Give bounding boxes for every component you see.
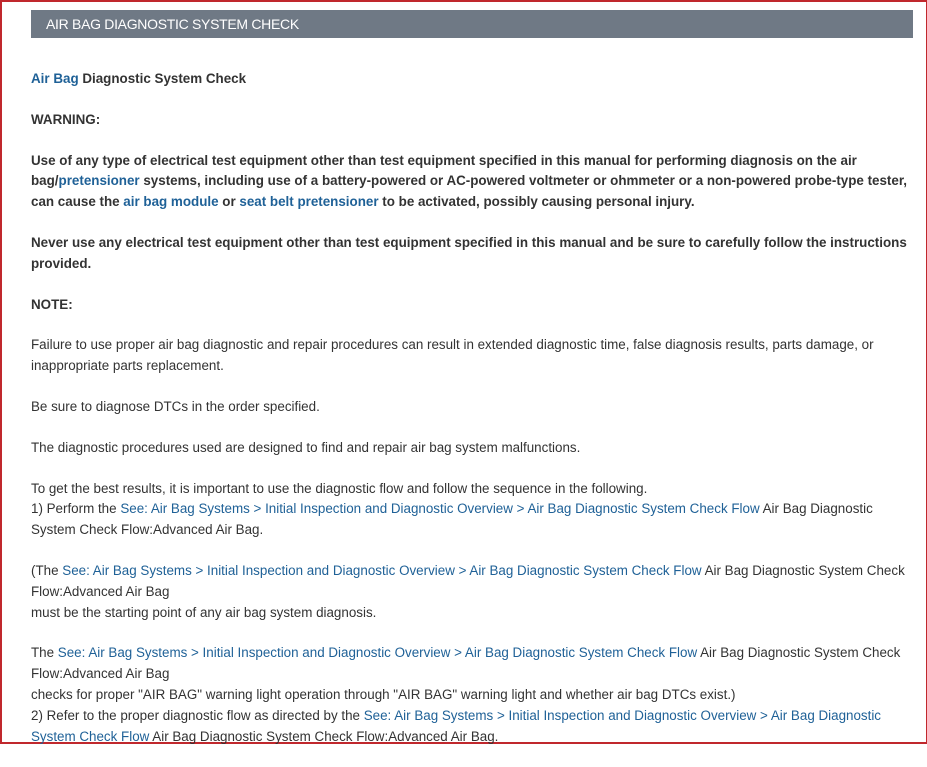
text: (The: [31, 562, 63, 578]
note-paragraph-1: Failure to use proper air bag diagnostic and repair procedures can result in extended diagnostic time, false diagnosis results, parts damage, or inappropriate parts replacement.: [31, 337, 874, 374]
text: Use of any type of electrical test equipment other than test equipment specified in this manual for performing diagnosis on the air bag/: [31, 152, 857, 189]
warning-paragraph-1: [31, 151, 911, 213]
text: to be activated, possibly causing personal injury.: [378, 194, 695, 210]
step-paragraph-1: [31, 479, 911, 541]
text: systems, including use of a battery-powered or AC-powered voltmeter or ohmmeter or a non-powered probe-type tester, can cause the: [31, 173, 908, 210]
text: 1) Perform the: [31, 501, 121, 517]
air-bag-module-link[interactable]: air bag module: [123, 194, 219, 210]
title-text: Diagnostic System Check: [78, 71, 247, 86]
text: The: [31, 645, 58, 661]
doc-title: [31, 69, 911, 90]
text: Air Bag Diagnostic System Check Flow:Advanced Air Bag: [31, 645, 901, 682]
note-paragraph-2: Be sure to diagnose DTCs in the order specified.: [31, 398, 320, 414]
step-paragraph-3: [31, 643, 911, 747]
text: 2) Refer to the proper diagnostic flow as directed by the: [31, 707, 364, 723]
text: checks for proper "AIR BAG" warning light operation through "AIR BAG" warning light and whether air bag DTCs exist.): [31, 686, 736, 702]
text: Air Bag Diagnostic System Check Flow:Advanced Air Bag.: [149, 728, 499, 744]
air-bag-link[interactable]: Air Bag: [31, 71, 79, 86]
text: or: [218, 194, 240, 210]
text: Air Bag Diagnostic System Check Flow:Advanced Air Bag: [31, 562, 905, 599]
text: Air Bag Diagnostic System Check Flow:Advanced Air Bag.: [31, 501, 873, 538]
section-header: AIR BAG DIAGNOSTIC SYSTEM CHECK: [31, 10, 913, 38]
text: To get the best results, it is important to use the diagnostic flow and follow the sequence in the following.: [31, 480, 648, 496]
document-body: [31, 69, 911, 767]
pretensioner-link[interactable]: pretensioner: [58, 173, 140, 189]
check-flow-link[interactable]: See: Air Bag Systems > Initial Inspection and Diagnostic Overview > Air Bag Diagnostic System Check Flow: [31, 707, 882, 744]
note-paragraph-3: The diagnostic procedures used are designed to find and repair air bag system malfunctions.: [31, 439, 581, 455]
note-label: NOTE:: [31, 296, 73, 312]
warning-paragraph-2: Never use any electrical test equipment other than test equipment specified in this manual and be sure to carefully follow the instructions provided.: [31, 234, 907, 271]
seat-belt-pretensioner-link[interactable]: seat belt pretensioner: [239, 194, 379, 210]
step-paragraph-2: [31, 561, 911, 623]
check-flow-link[interactable]: See: Air Bag Systems > Initial Inspection and Diagnostic Overview > Air Bag Diagnostic System Check Flow: [62, 562, 702, 578]
text: must be the starting point of any air bag system diagnosis.: [31, 604, 377, 620]
warning-label: WARNING:: [31, 111, 101, 127]
check-flow-link[interactable]: See: Air Bag Systems > Initial Inspection and Diagnostic Overview > Air Bag Diagnostic System Check Flow: [120, 501, 760, 517]
check-flow-link[interactable]: See: Air Bag Systems > Initial Inspection and Diagnostic Overview > Air Bag Diagnostic System Check Flow: [57, 645, 698, 661]
